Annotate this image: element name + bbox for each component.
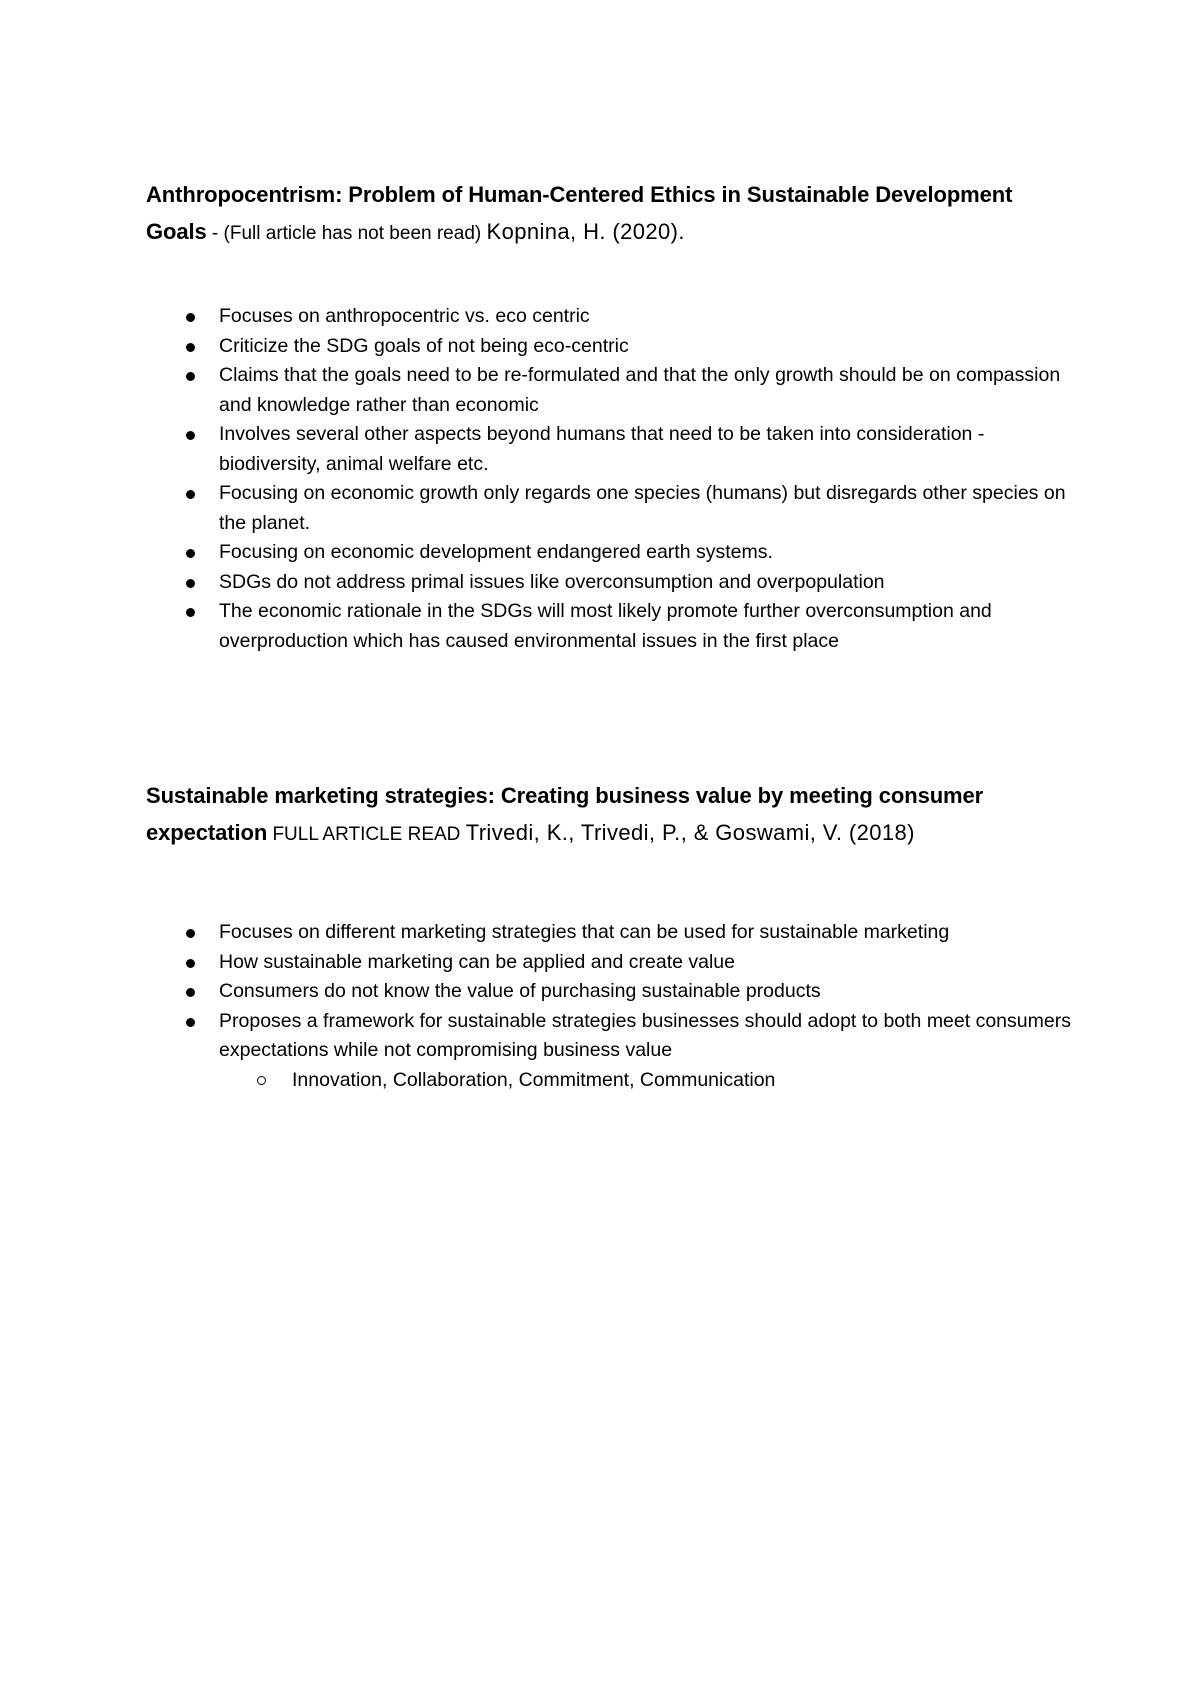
- list-item-text: Focusing on economic growth only regards one species (humans) but disregards other species on the planet.: [219, 482, 1066, 534]
- article-heading: [146, 777, 1076, 853]
- article-title: Anthropocentrism: Problem of Human-Centered Ethics in Sustainable Development Goals: [146, 182, 1013, 244]
- bullet-dot-icon: [186, 1018, 195, 1027]
- article-citation: Kopnina, H. (2020).: [486, 219, 685, 244]
- list-item: [146, 948, 1076, 978]
- article-read-note: FULL ARTICLE READ: [267, 824, 466, 845]
- bullet-dot-icon: [186, 372, 195, 381]
- list-item-text: The economic rationale in the SDGs will most likely promote further overconsumption and overproduction which has caused environmental issues in the first place: [219, 600, 992, 652]
- list-item-text: Consumers do not know the value of purchasing sustainable products: [219, 980, 821, 1002]
- list-item: [146, 568, 1076, 598]
- bullet-dot-icon: [186, 313, 195, 322]
- list-item-text: Focusing on economic development endangered earth systems.: [219, 541, 773, 563]
- sub-list-item-text: Innovation, Collaboration, Commitment, Communication: [292, 1068, 776, 1091]
- sub-list: [219, 1066, 1076, 1096]
- bullet-dot-icon: [186, 929, 195, 938]
- article-heading: [146, 176, 1076, 252]
- bullet-dot-icon: [186, 608, 195, 617]
- list-item-text: Claims that the goals need to be re-formulated and that the only growth should be on compassion and knowledge rather than economic: [219, 364, 1061, 416]
- sub-list-item: [219, 1066, 1076, 1096]
- bullet-dot-icon: [186, 959, 195, 968]
- list-item: [146, 420, 1076, 479]
- bullet-dot-icon: [186, 988, 195, 997]
- list-item-text: How sustainable marketing can be applied and create value: [219, 950, 735, 973]
- article-title: Sustainable marketing strategies: Creating business value by meeting consumer expectation: [146, 783, 984, 845]
- summary-list: [146, 918, 1076, 1095]
- list-item: [146, 479, 1076, 538]
- bullet-dot-icon: [186, 579, 195, 588]
- bullet-dot-icon: [186, 549, 195, 558]
- list-item-text: Focuses on different marketing strategies that can be used for sustainable marketing: [219, 921, 950, 943]
- list-item: [146, 977, 1076, 1007]
- article-section-trivedi: [146, 777, 1076, 1095]
- list-item: [146, 538, 1076, 568]
- list-item-text: Focuses on anthropocentric vs. eco centric: [219, 305, 590, 327]
- list-item-text: Proposes a framework for sustainable strategies businesses should adopt to both meet consumers expectations while not compromising business value: [219, 1009, 1071, 1061]
- summary-list: [146, 302, 1076, 656]
- bullet-dot-icon: [186, 490, 195, 499]
- article-citation: Trivedi, K., Trivedi, P., & Goswami, V. (2018): [465, 820, 915, 845]
- list-item-text: Involves several other aspects beyond humans that need to be taken into consideration - biodiversity, animal welfare etc.: [219, 423, 985, 475]
- list-item: [146, 361, 1076, 420]
- list-item: [146, 302, 1076, 332]
- list-item: [146, 918, 1076, 948]
- list-item: [146, 332, 1076, 362]
- list-item-text: SDGs do not address primal issues like overconsumption and overpopulation: [219, 570, 885, 593]
- list-item: [146, 597, 1076, 656]
- bullet-dot-icon: [186, 343, 195, 352]
- list-item: [146, 1007, 1076, 1096]
- list-item-text: Criticize the SDG goals of not being eco-centric: [219, 334, 629, 357]
- article-read-note: - (Full article has not been read): [206, 223, 487, 244]
- bullet-ring-icon: [257, 1076, 266, 1085]
- bullet-dot-icon: [186, 431, 195, 440]
- article-section-kopnina: [146, 176, 1076, 656]
